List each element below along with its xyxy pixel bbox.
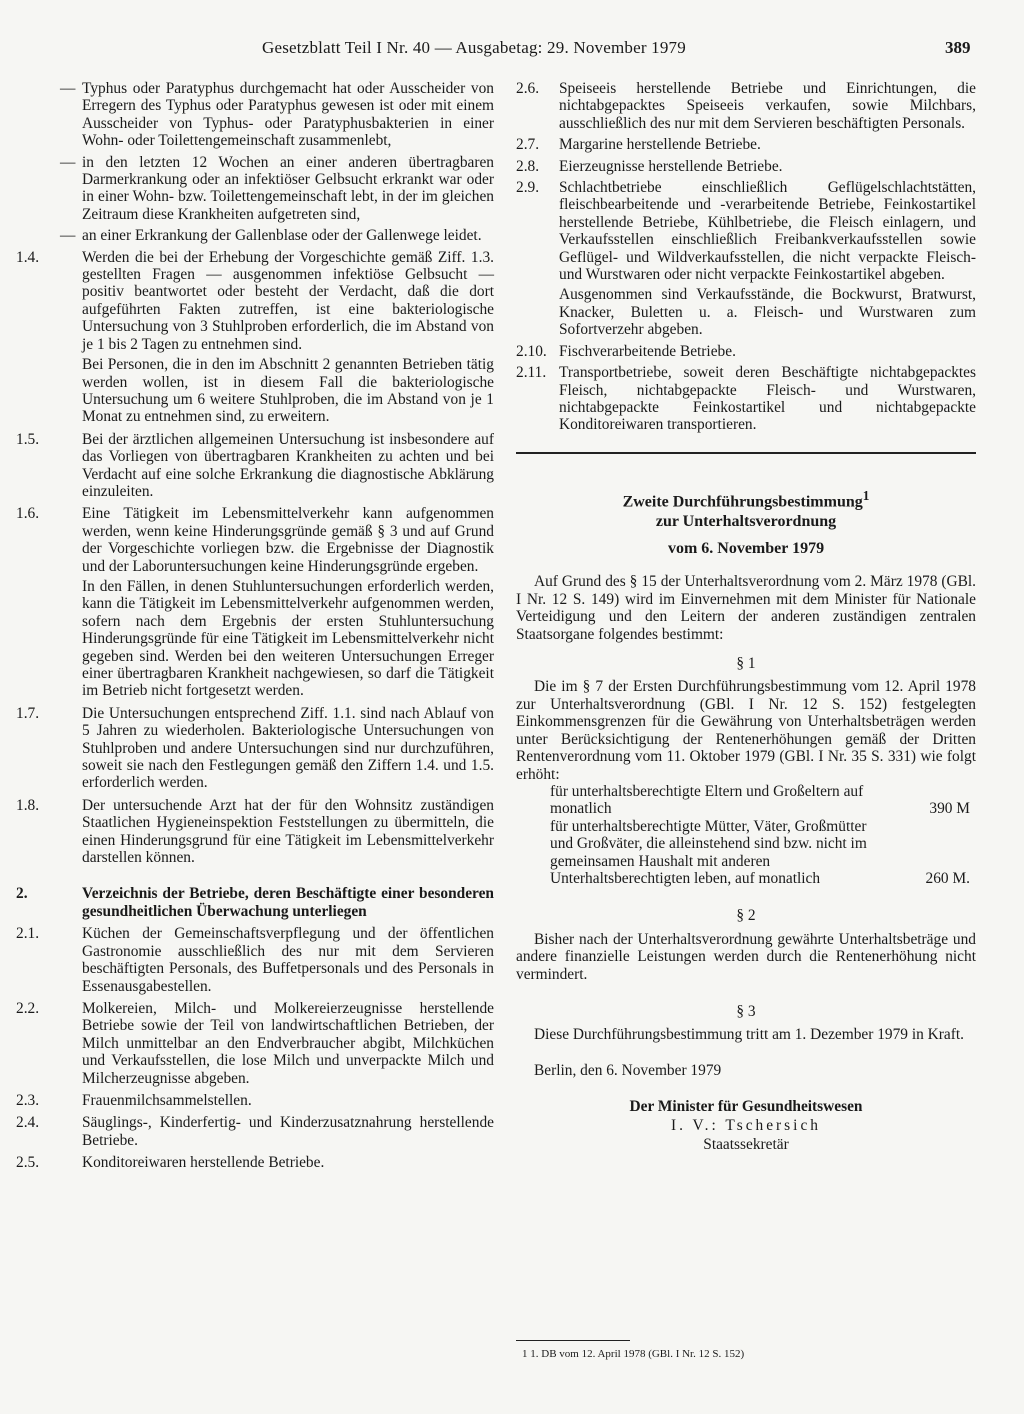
clause-number: 2.1. xyxy=(16,925,40,943)
section-2-text: Bisher nach der Unterhaltsverordnung gewährte Unterhaltsbeträge und andere finanzielle Leistungen werden durch die Rentenerhöhung nicht vermindert. xyxy=(516,930,976,983)
clause-text-2: In den Fällen, in denen Stuhluntersuchungen erforderlich werden, kann die Tätigkeit im Lebensmittelverkehr aufgenommen werden, sofern nach dem Ergebnis der ersten Stuhluntersuchung Hinderungsgründe für eine Tätigkeit im Lebensmittelverkehr nicht gegeben sind. Werden bei den weiteren Untersuchungen Erreger einer übertragbaren Krankheit nachgewiesen, so darf die Tätigkeit im Betrieb nicht fortgesetzt werden. xyxy=(82,577,494,700)
dash-mark: — xyxy=(60,80,76,97)
decree-date: vom 6. November 1979 xyxy=(667,540,825,558)
page-number: 389 xyxy=(945,38,971,57)
clause-2-3 xyxy=(16,1092,494,1109)
clause-1-8 xyxy=(16,797,494,867)
header-title: Gesetzblatt Teil I Nr. 40 — Ausgabetag: 29. November 1979 xyxy=(262,38,686,57)
footnote-rule xyxy=(516,1340,630,1341)
list-item xyxy=(16,227,494,244)
clause-2-7 xyxy=(516,136,976,153)
clause-1-5 xyxy=(16,431,494,501)
clause-text: Die Untersuchungen entsprechend Ziff. 1.1. sind nach Ablauf von 5 Jahren zu wiederholen. Bakteriologische Untersuchungen von Stuhlproben und andere Untersuchungen sind nur durchzuführen, soweit sie nach den Festlegungen gemäß den Ziffern 1.4. und 1.5. erforderlich werden. xyxy=(82,704,494,792)
clause-number: 2.10. xyxy=(516,342,547,360)
clause-text-2: Ausgenommen sind Verkaufsstände, die Bockwurst, Bratwurst, Knacker, Buletten u. a. Fleisch- und Wurstwaren zum Sofortverzehr abgeben. xyxy=(559,286,976,339)
list-item-text: Typhus oder Paratyphus durchgemacht hat oder Ausscheider von Erregern des Typhus oder Paratyphus gewesen ist oder mit einem Ausscheider von Typhus- oder Paratyphusbakterien in einer Wohn- oder Toilettengemeinschaft zusammenlebt, xyxy=(82,80,494,150)
clause-number: 2.7. xyxy=(516,136,540,154)
clause-2-10 xyxy=(516,343,976,360)
clause-text: Eierzeugnisse herstellende Betriebe. xyxy=(559,157,783,175)
clause-number: 2.9. xyxy=(516,179,540,197)
clause-text: Werden die bei der Erhebung der Vorgeschichte gemäß Ziff. 1.3. gestellten Fragen — ausgenommen infektiöse Gelbsucht — positiv beantwortet oder besteht der Verdacht, daß die dort aufgeführten Fakten zutreffen, ist eine bakteriologische Untersuchung von 3 Stuhlproben erforderlich, die im Abstand von je 1 bis 2 Tagen zu entnehmen sind. xyxy=(82,248,494,353)
clause-2-2 xyxy=(16,1000,494,1087)
clause-text: Konditoreiwaren herstellende Betriebe. xyxy=(82,1154,325,1172)
clause-number: 2.6. xyxy=(516,80,540,97)
list-item-text: an einer Erkrankung der Gallenblase oder der Gallenwege leidet. xyxy=(82,227,482,245)
list-item xyxy=(16,80,494,150)
section-divider xyxy=(516,452,976,454)
footnote-marker: 1 xyxy=(862,487,870,503)
decree-title-line1: Zweite Durchführungsbestimmung xyxy=(622,493,863,511)
section-3-text: Diese Durchführungsbestimmung tritt am 1. Dezember 1979 in Kraft. xyxy=(534,1026,964,1044)
amount-label: für unterhaltsberechtigte Mütter, Väter, Großmütter und Großväter, die alleinstehend sind bzw. nicht im gemeinsamen Haushalt mit anderen Unterhaltsberechtigten leben, auf monatlich xyxy=(550,817,867,887)
clause-number: 1.5. xyxy=(16,430,40,448)
dash-mark: — xyxy=(60,227,76,245)
clause-1-6 xyxy=(16,505,494,699)
clause-2-8 xyxy=(516,158,976,175)
clause-2-5 xyxy=(16,1154,494,1171)
signer-role: Staatssekretär xyxy=(703,1136,789,1154)
clause-2-11 xyxy=(516,364,976,434)
place-and-date: Berlin, den 6. November 1979 xyxy=(534,1061,722,1079)
signer-name: I. V.: Tschersich xyxy=(671,1117,821,1135)
clause-1-7 xyxy=(16,705,494,792)
clause-number: 2.8. xyxy=(516,157,540,175)
clause-2-9 xyxy=(516,179,976,339)
clause-text: Bei der ärztlichen allgemeinen Untersuchung ist insbesondere auf das Vorliegen von übertragbaren Krankheiten zu achten und bei Verdacht auf eine solche Erkrankung die diagnostische Abklärung einzuleiten. xyxy=(82,430,494,500)
amount-row xyxy=(516,818,976,888)
section-1-text: Die im § 7 der Ersten Durchführungsbestimmung vom 12. April 1978 zur Unterhaltsverordnung (GBl. I Nr. 12 S. 152) festgelegten Einkommensgrenzen für die Gewährung von Unterhaltsbeträgen werden unter Berücksichtigung der Rentenerhöhungen gemäß der Dritten Rentenverordnung vom 11. Oktober 1979 (GBl. I Nr. 35 S. 331) wie folgt erhöht: xyxy=(516,678,976,783)
clause-number: 2.5. xyxy=(16,1154,40,1172)
decree-title xyxy=(516,486,976,532)
left-column xyxy=(16,80,494,1177)
clause-text: Speiseeis herstellende Betriebe und Einrichtungen, die nichtabgepacktes Speiseeis verkaufen, sowie Milchbars, ausschließlich des nur mit dem Servieren beschäftigten Personals. xyxy=(559,80,976,132)
signer-title: Der Minister für Gesundheitswesen xyxy=(629,1098,863,1116)
decree-preamble: Auf Grund des § 15 der Unterhaltsverordnung vom 2. März 1978 (GBl. I Nr. 12 S. 149) wird im Einvernehmen mit dem Minister für Nationale Verteidigung und den Leitern der anderen zuständigen zentralen Staatsorgane folgendes bestimmt: xyxy=(516,573,976,643)
section-heading-text: Verzeichnis der Betriebe, deren Beschäftigte einer besonderen gesundheitlichen Überwachung unterliegen xyxy=(82,885,494,920)
list-item xyxy=(16,154,494,224)
clause-text: Küchen der Gemeinschaftsverpflegung und der öffentlichen Gastronomie ausschließlich des nur mit dem Servieren beschäftigten Personals, des Buffetpersonals und des Personals in Essenausgabestellen. xyxy=(82,925,494,995)
right-column xyxy=(516,80,976,1154)
clause-number: 2.4. xyxy=(16,1114,40,1132)
signature-block xyxy=(516,1097,976,1154)
clause-2-6 xyxy=(516,80,976,132)
clause-number: 1.6. xyxy=(16,505,40,523)
clause-text: Margarine herstellende Betriebe. xyxy=(559,136,761,154)
clause-text: Eine Tätigkeit im Lebensmittelverkehr kann aufgenommen werden, wenn keine Hinderungsgründe gemäß § 3 und auf Grund der Vorgeschichte vorliegen bzw. die Ergebnisse der Diagnostik und der Laboruntersuchungen keine Hinderungsgründe ergeben. xyxy=(82,505,494,575)
clause-2-1 xyxy=(16,925,494,995)
clause-text: Frauenmilchsammelstellen. xyxy=(82,1091,252,1109)
clause-text: Schlachtbetriebe einschließlich Geflügelschlachtstätten, fleischbearbeitende und -verarbeitende Betriebe, Feinkostartikel herstellende Betriebe, Kühlbetriebe, die Fleisch einlagern, und Verkaufsstellen einschließlich Freibankverkaufsstellen sowie Geflügel- und Wildverkaufsstellen, die nicht verpackte Fleisch- und Wurstwaren oder nicht verpackte Feinkostartikel abgeben. xyxy=(559,179,976,284)
dash-mark: — xyxy=(60,153,76,171)
clause-number: 1.8. xyxy=(16,796,40,814)
section-1-heading: § 1 xyxy=(736,655,756,673)
clause-2-4 xyxy=(16,1114,494,1149)
clause-number: 2.2. xyxy=(16,999,40,1017)
clause-1-4 xyxy=(16,249,494,426)
section-number: 2. xyxy=(16,885,28,903)
clause-text: Der untersuchende Arzt hat der für den Wohnsitz zuständigen Staatlichen Hygieneinspektion Feststellungen zu übermitteln, die einen Hinderungsgrund für eine Tätigkeit im Lebensmittelverkehr darstellen können. xyxy=(82,796,494,867)
clause-number: 2.11. xyxy=(516,364,547,382)
clause-number: 2.3. xyxy=(16,1091,40,1109)
clause-text: Fischverarbeitende Betriebe. xyxy=(559,342,736,360)
clause-number: 1.4. xyxy=(16,248,40,266)
clause-text: Transportbetriebe, soweit deren Beschäftigte nichtabgepacktes Fleisch, nichtabgepackte Fleisch- und Wurstwaren, nichtabgepackte Feinkostartikel und nichtabgepackte Konditoreiwaren transportieren. xyxy=(559,364,976,434)
amount-row xyxy=(516,783,976,818)
list-item-text: in den letzten 12 Wochen an einer anderen übertragbaren Darmerkrankung oder an infektiöser Gelbsucht erkrankt war oder in einer Wohn- bzw. Toilettengemeinschaft lebt, in der im gleichen Zeitraum diese Krankheiten aufgetreten sind, xyxy=(82,153,494,223)
section-3-heading: § 3 xyxy=(736,1002,756,1020)
clause-number: 1.7. xyxy=(16,704,40,722)
page-header xyxy=(0,38,1024,68)
footnote: 1 1. DB vom 12. April 1978 (GBl. I Nr. 12 S. 152) xyxy=(522,1348,745,1360)
clause-text-2: Bei Personen, die in den im Abschnitt 2 genannten Betrieben tätig werden wollen, ist in diesem Fall die bakteriologische Untersuchung um 6 weitere Stuhlproben, die im Abstand von je 1 Monat zu entnehmen sind, zu erweitern. xyxy=(82,356,494,426)
clause-text: Säuglings-, Kinderfertig- und Kinderzusatznahrung herstellende Betriebe. xyxy=(82,1114,494,1149)
decree-title-line2: zur Unterhaltsverordnung xyxy=(655,513,837,531)
section-2-heading: § 2 xyxy=(736,907,756,925)
amount-label: für unterhaltsberechtigte Eltern und Großeltern auf monatlich xyxy=(550,782,864,818)
amount-value: 390 M xyxy=(929,800,970,818)
section-2-heading xyxy=(16,885,494,920)
clause-text: Molkereien, Milch- und Molkereierzeugnisse herstellende Betriebe sowie der Teil von landwirtschaftlichen Betrieben, der Milch unmittelbar an den Endverbraucher abgibt, Milchküchen und Verkaufsstellen, die lose Milch und unverpackte Milch und Milcherzeugnisse abgeben. xyxy=(82,999,494,1087)
amount-value: 260 M. xyxy=(925,869,970,887)
